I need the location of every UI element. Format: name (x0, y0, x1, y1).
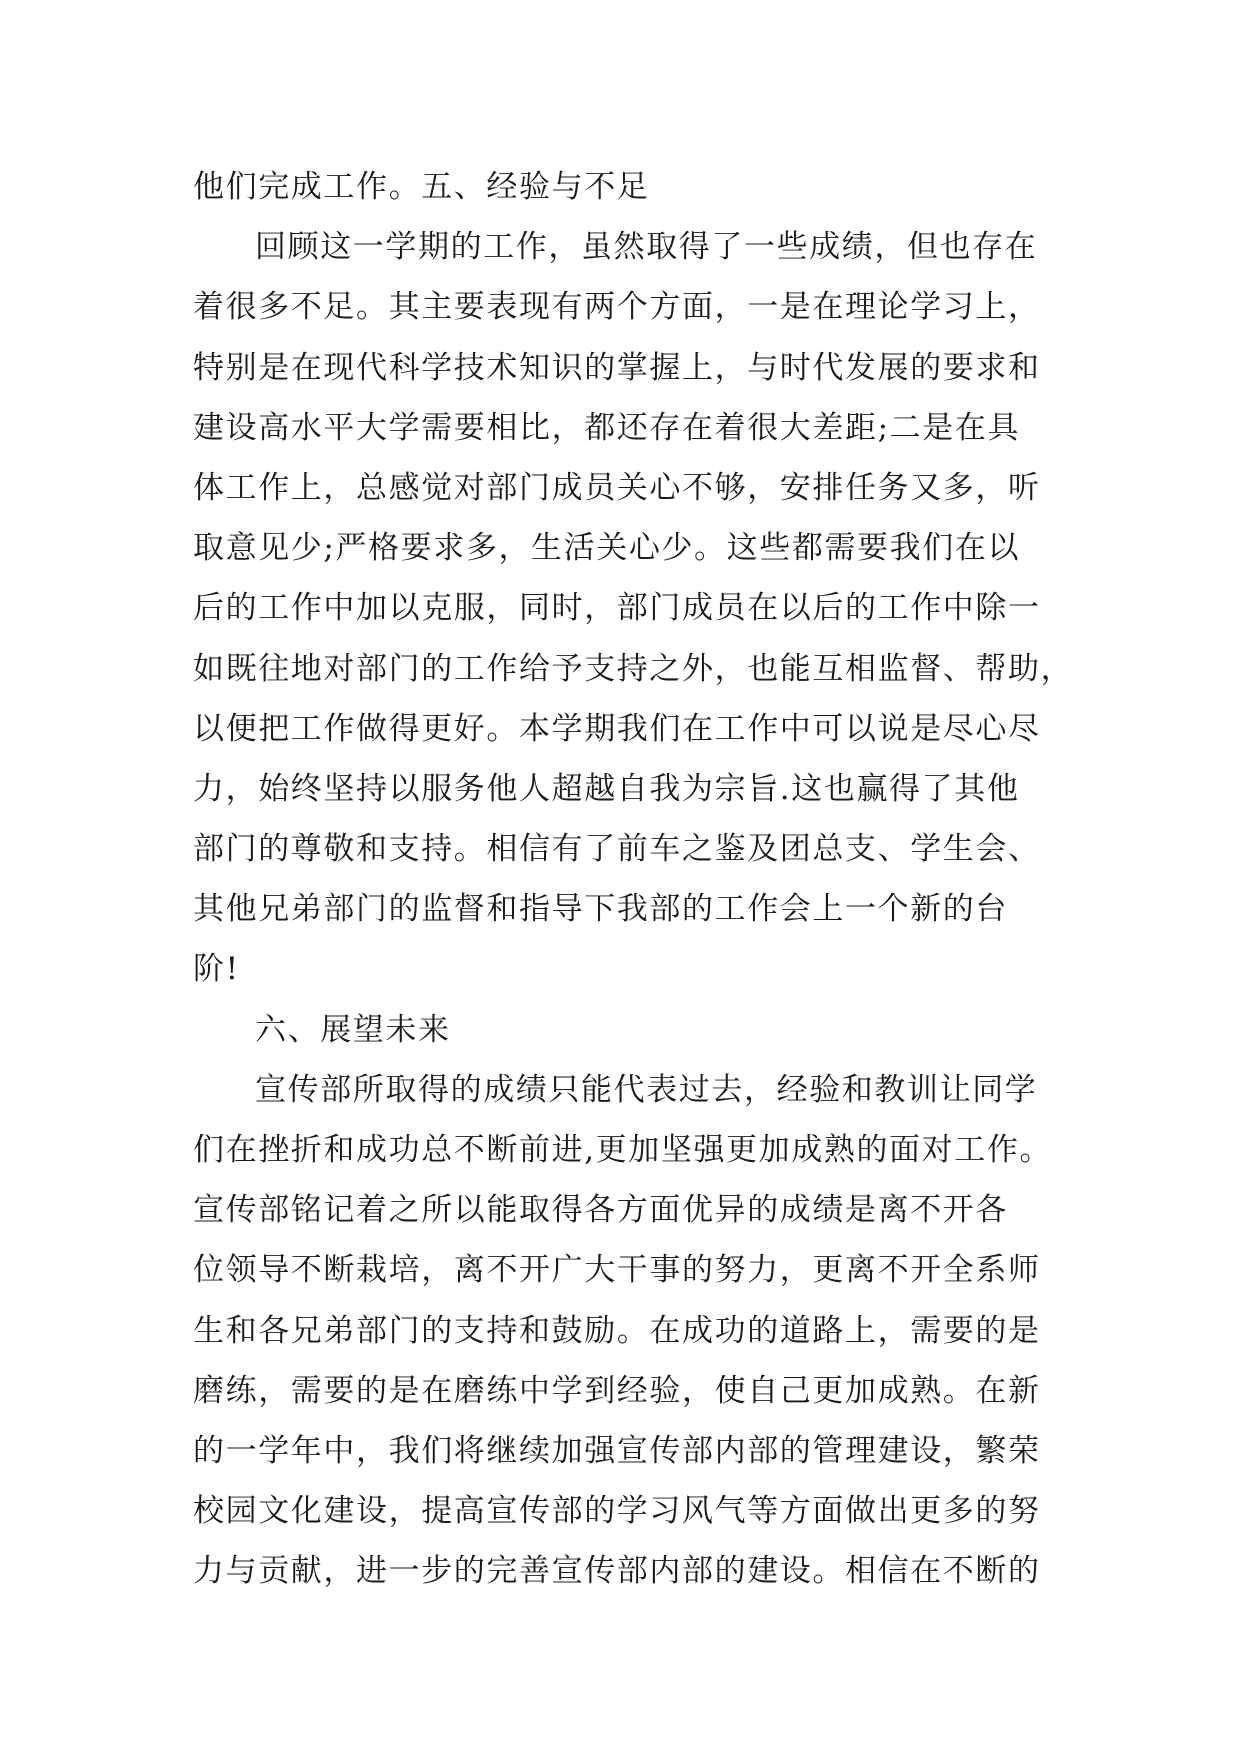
text-line: 取意见少;严格要求多，生活关心少。这些都需要我们在以 (193, 530, 1021, 567)
text-line: 如既往地对部门的工作给予支持之外，也能互相监督、帮助， (193, 650, 1074, 687)
body-text (193, 157, 1074, 1602)
text-line: 力，始终坚持以服务他人超越自我为宗旨.这也赢得了其他 (193, 770, 1020, 807)
text-line: 着很多不足。其主要表现有两个方面，一是在理论学习上， (193, 289, 1041, 326)
text-line: 其他兄弟部门的监督和指导下我部的工作会上一个新的台 (193, 891, 1008, 928)
text-line: 后的工作中加以克服，同时，部门成员在以后的工作中除一 (193, 590, 1041, 627)
text-line: 宣传部所取得的成绩只能代表过去，经验和教训让同学 (255, 1071, 1038, 1108)
text-line: 以便把工作做得更好。本学期我们在工作中可以说是尽心尽 (193, 710, 1041, 747)
text-line: 特别是在现代科学技术知识的掌握上，与时代发展的要求和 (193, 349, 1041, 386)
text-line: 位领导不断栽培，离不开广大干事的努力，更离不开全系师 (193, 1252, 1041, 1289)
text-line: 宣传部铭记着之所以能取得各方面优异的成绩是离不开各 (193, 1192, 1008, 1229)
text-line: 体工作上，总感觉对部门成员关心不够，安排任务又多，听 (193, 469, 1041, 506)
text-line: 们在挫折和成功总不断前进,更加坚强更加成熟的面对工作。 (193, 1132, 1053, 1168)
text-line: 磨练，需要的是在磨练中学到经验，使自己更加成熟。在新 (193, 1372, 1041, 1409)
text-line: 的一学年中，我们将继续加强宣传部内部的管理建设，繁荣 (193, 1432, 1041, 1469)
section-heading: 六、展望未来 (255, 1011, 451, 1048)
text-line: 生和各兄弟部门的支持和鼓励。在成功的道路上，需要的是 (193, 1312, 1041, 1349)
text-line: 阶! (193, 951, 240, 988)
text-line: 部门的尊敬和支持。相信有了前车之鉴及团总支、学生会、 (193, 831, 1041, 868)
text-line: 他们完成工作。五、经验与不足 (193, 169, 650, 205)
text-line: 建设高水平大学需要相比，都还存在着很大差距;二是在具 (193, 409, 1021, 446)
text-line: 校园文化建设，提高宣传部的学习风气等方面做出更多的努 (193, 1493, 1041, 1530)
text-line: 力与贡献，进一步的完善宣传部内部的建设。相信在不断的 (193, 1553, 1041, 1590)
text-line: 回顾这一学期的工作，虽然取得了一些成绩，但也存在 (255, 229, 1038, 266)
